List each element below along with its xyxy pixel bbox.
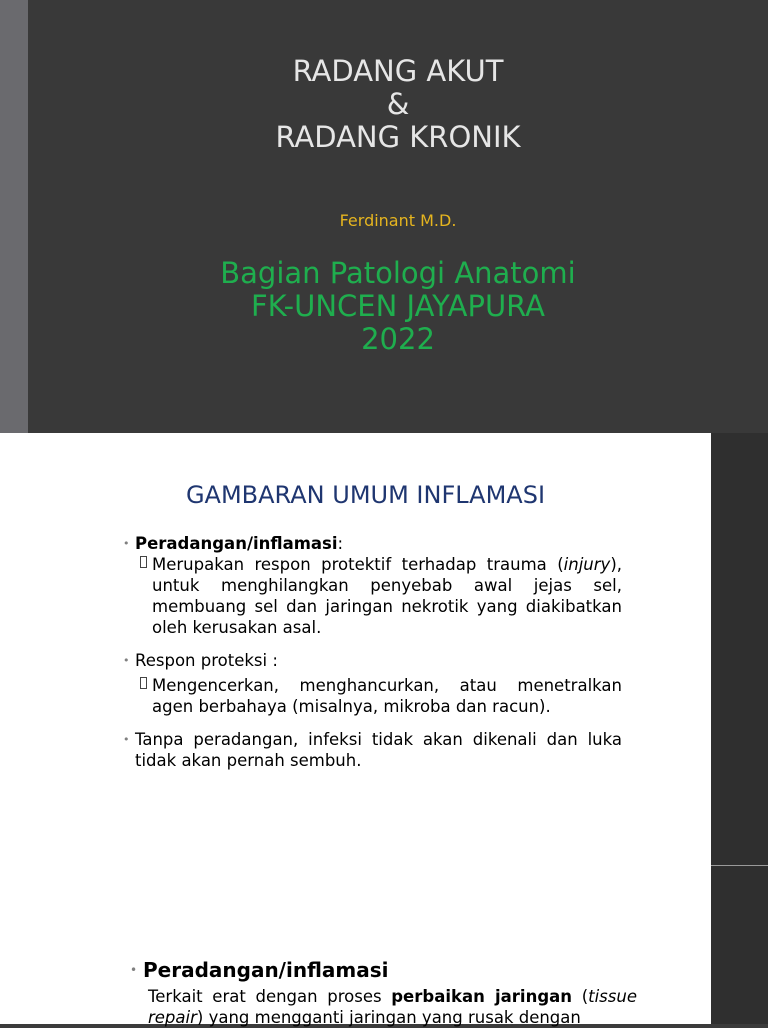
text-pre: Terkait erat dengan proses xyxy=(148,987,392,1006)
sub-text: Mengencerkan, menghancurkan, atau menetralkan agen berbahaya (misalnya, mikroba dan racun). xyxy=(152,676,622,716)
slide-left-bar xyxy=(0,0,28,433)
sub-text-post: ), untuk menghilangkan penyebab awal jejas sel, membuang sel dan jaringan nekrotik yang diakibatkan oleh kerusakan asal. xyxy=(152,555,622,637)
bullet-label: Respon proteksi : xyxy=(135,651,278,670)
institution-line-3: 2022 xyxy=(361,322,435,356)
sub-text-pre: Merupakan respon protektif terhadap trauma ( xyxy=(152,555,564,574)
text-bold: perbaikan jaringan xyxy=(391,987,573,1006)
bullet-item xyxy=(120,729,622,771)
bullet-label: Peradangan/inflamasi xyxy=(135,534,338,553)
sub-text-italic: injury xyxy=(563,555,611,574)
bullet-suffix: : xyxy=(337,534,344,553)
text-italic: tissue repair xyxy=(148,987,637,1027)
bullet-item xyxy=(120,533,622,554)
title-line-1: RADANG AKUT xyxy=(292,54,504,88)
square-bullet-icon xyxy=(140,677,147,689)
bullet-dot-icon: • xyxy=(123,654,130,667)
institution xyxy=(28,257,768,356)
divider xyxy=(711,865,768,866)
title-line-3: RADANG KRONIK xyxy=(275,120,521,154)
title-slide xyxy=(0,0,768,433)
bullet-dot-icon: • xyxy=(123,733,130,746)
institution-line-1: Bagian Patologi Anatomi xyxy=(220,256,576,290)
bullet-label: Peradangan/inflamasi xyxy=(143,958,389,982)
bullet-list xyxy=(120,533,622,771)
bullet-list-2 xyxy=(130,958,637,1028)
text-mid: ( xyxy=(572,987,589,1006)
square-bullet-icon xyxy=(140,556,147,568)
bullet-dot-icon: • xyxy=(123,537,130,550)
next-slide-edge xyxy=(711,433,768,1024)
title-line-2: & xyxy=(386,87,410,121)
bullet-dot-icon: • xyxy=(130,963,138,977)
bullet-text: Tanpa peradangan, infeksi tidak akan dikenali dan luka tidak akan pernah sembuh. xyxy=(135,730,622,770)
text-post: ) yang mengganti jaringan yang rusak dengan xyxy=(196,1008,581,1027)
bullet-item xyxy=(130,958,637,982)
bullet-body-text xyxy=(130,986,637,1028)
slide-title xyxy=(28,55,768,154)
sub-bullet-item xyxy=(120,554,622,638)
institution-line-2: FK-UNCEN JAYAPURA xyxy=(251,289,545,323)
author-name: Ferdinant M.D. xyxy=(339,211,457,230)
slide-heading: GAMBARAN UMUM INFLAMASI xyxy=(185,481,546,509)
sub-bullet-item xyxy=(120,675,622,717)
content-slide xyxy=(0,433,711,1027)
bullet-item xyxy=(120,650,622,671)
